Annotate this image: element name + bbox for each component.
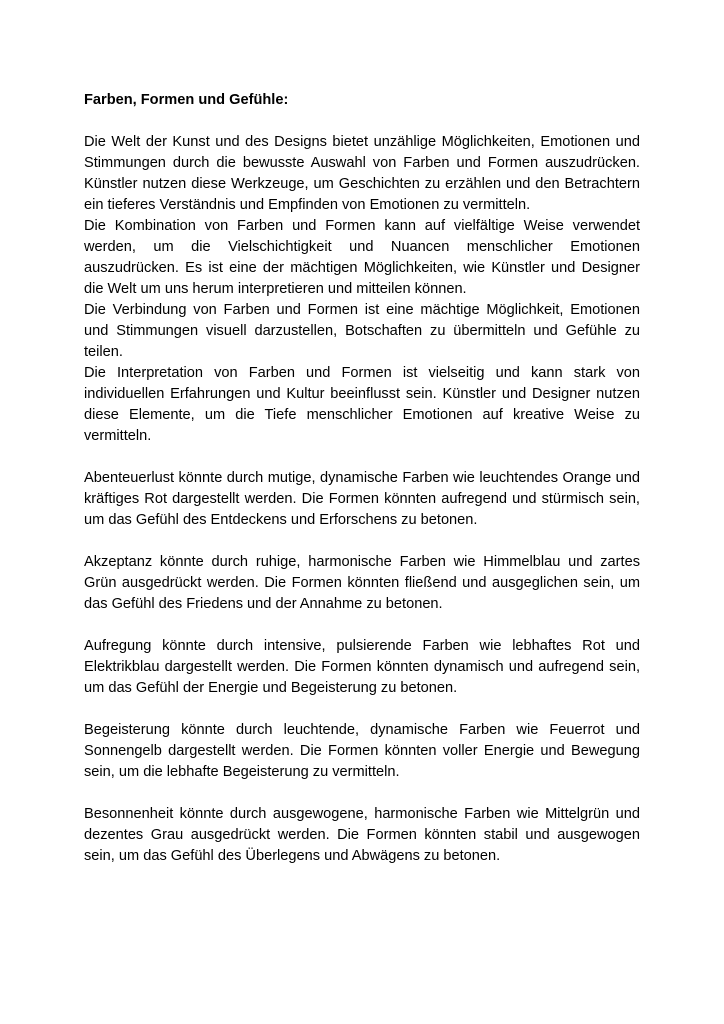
emotion-paragraph-besonnenheit: Besonnenheit könnte durch ausgewogene, harmonische Farben wie Mittelgrün und dezentes Grau ausgedrückt werden. Die Formen könnten stabil und ausgewogen sein, um das Gefühl des Überlegens und Abwägens zu betonen. — [84, 806, 640, 864]
intro-paragraph: Die Interpretation von Farben und Formen ist vielseitig und kann stark von individuellen Erfahrungen und Kultur beeinflusst sein. Künstler und Designer nutzen diese Elemente, um die Tiefe menschlicher Emotionen auf kreative Weise zu vermitteln. — [84, 365, 640, 444]
emotion-paragraph-akzeptanz: Akzeptanz könnte durch ruhige, harmonische Farben wie Himmelblau und zartes Grün ausgedrückt werden. Die Formen könnten fließend und ausgeglichen sein, um das Gefühl des Friedens und der Annahme zu betonen. — [84, 554, 640, 612]
intro-paragraph: Die Welt der Kunst und des Designs bietet unzählige Möglichkeiten, Emotionen und Stimmungen durch die bewusste Auswahl von Farben und Formen auszudrücken. Künstler nutzen diese Werkzeuge, um Geschichten zu erzählen und den Betrachtern ein tieferes Verständnis und Empfinden von Emotionen zu vermitteln. — [84, 134, 640, 213]
emotion-paragraph-abenteuerlust: Abenteuerlust könnte durch mutige, dynamische Farben wie leuchtendes Orange und kräftiges Rot dargestellt werden. Die Formen könnten aufregend und stürmisch sein, um das Gefühl des Entdeckens und Erforschens zu betonen. — [84, 470, 640, 528]
intro-section — [84, 132, 640, 447]
emotion-paragraph-begeisterung: Begeisterung könnte durch leuchtende, dynamische Farben wie Feuerrot und Sonnengelb dargestellt werden. Die Formen könnten voller Energie und Bewegung sein, um die lebhafte Begeisterung zu vermitteln. — [84, 722, 640, 780]
page-title: Farben, Formen und Gefühle: — [84, 92, 289, 108]
emotion-paragraph-aufregung: Aufregung könnte durch intensive, pulsierende Farben wie lebhaftes Rot und Elektrikblau dargestellt werden. Die Formen könnten dynamisch und aufregend sein, um das Gefühl der Energie und Begeisterung zu betonen. — [84, 638, 640, 696]
intro-paragraph: Die Verbindung von Farben und Formen ist eine mächtige Möglichkeit, Emotionen und Stimmungen visuell darzustellen, Botschaften zu übermitteln und Gefühle zu teilen. — [84, 302, 640, 360]
intro-paragraph: Die Kombination von Farben und Formen kann auf vielfältige Weise verwendet werden, um die Vielschichtigkeit und Nuancen menschlicher Emotionen auszudrücken. Es ist eine der mächtigen Möglichkeiten, wie Künstler und Designer die Welt um uns herum interpretieren und mitteilen können. — [84, 218, 640, 297]
